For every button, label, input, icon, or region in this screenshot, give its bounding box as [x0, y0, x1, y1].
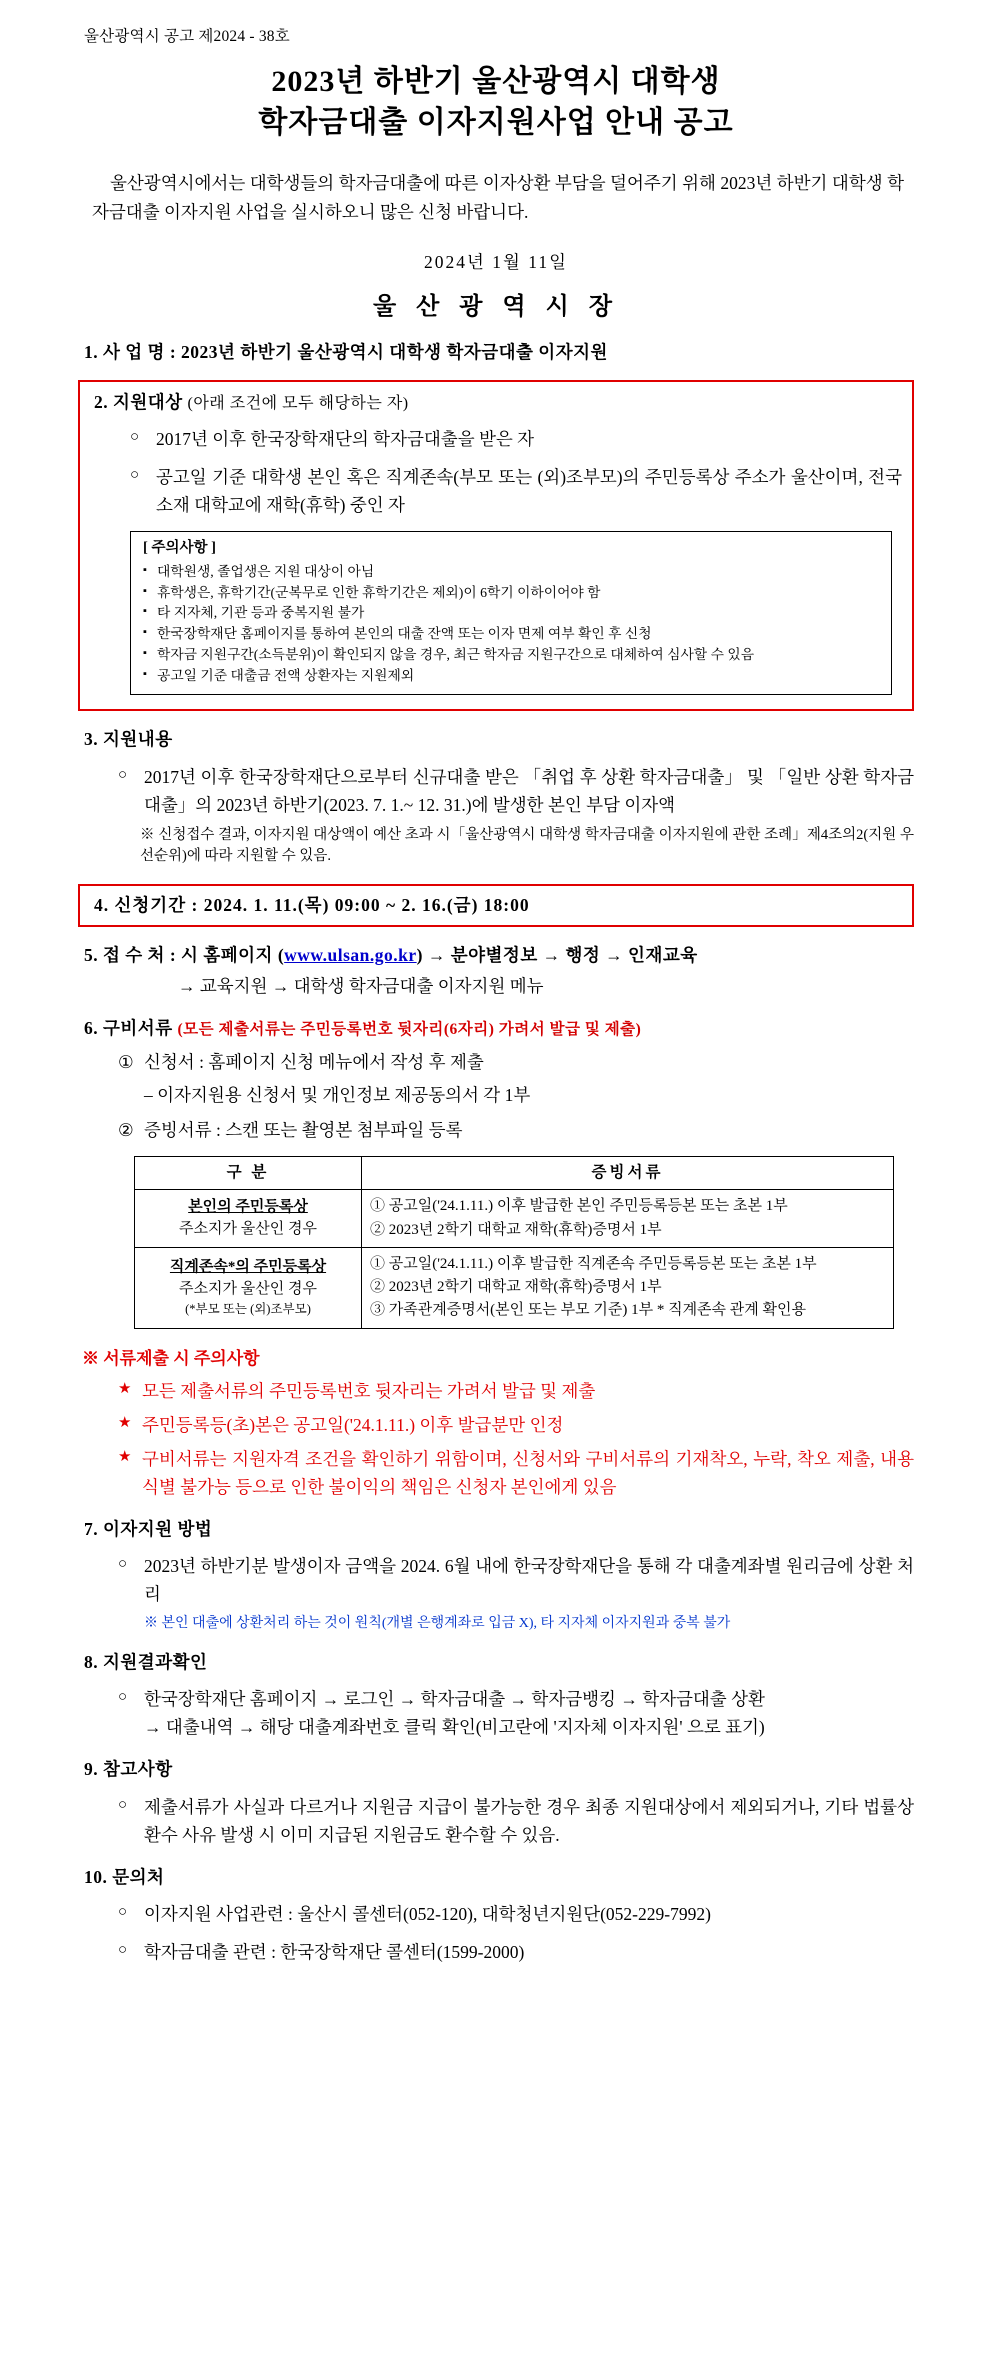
section-5-heading-post: ) → 분야별정보 → 행정 → 인재교육 — [416, 945, 698, 966]
eligibility-item-2: ○ 공고일 기준 대학생 본인 혹은 직계존속(부모 또는 (외)조부모)의 주민등록상 주소가 울산이며, 전국 소재 대학교에 재학(휴학) 중인 자 — [130, 463, 902, 519]
support-content-item: ○ 2017년 이후 한국장학재단으로부터 신규대출 받은 「취업 후 상환 학자금대출」 및 「일반 상환 학자금대출」의 2023년 하반기(2023. 7. 1.~ 12. 31.)에 발생한 본인 부담 이자액 — [118, 763, 914, 819]
caution-list — [143, 562, 881, 686]
table-cell-documents-2 — [362, 1247, 894, 1328]
required-documents-table — [134, 1156, 894, 1329]
contact-item: ○ 학자금대출 관련 : 한국장학재단 콜센터(1599-2000) — [118, 1938, 914, 1966]
section-9 — [78, 1757, 914, 1848]
section-4-heading: 4. 신청기간 : 2024. 1. 11.(목) 09:00 ~ 2. 16.(금) 18:00 — [94, 895, 530, 916]
required-doc-item-1-sub: – 이자지원용 신청서 및 개인정보 제공동의서 각 1부 — [144, 1084, 531, 1105]
section-4-period-box — [78, 884, 914, 927]
caution-box — [130, 531, 892, 695]
section-6-heading-note: (모든 제출서류는 주민등록번호 뒷자리(6자리) 가려서 발급 및 제출) — [177, 1020, 642, 1038]
division-1-line-2: 주소지가 울산인 경우 — [179, 1220, 317, 1237]
section-5-path-line-2: → 교육지원 → 대학생 학자금대출 이자지원 메뉴 — [178, 975, 544, 996]
section-3-heading: 3. 지원내용 — [84, 729, 173, 750]
title-line-1: 2023년 하반기 울산광역시 대학생 — [271, 65, 721, 99]
section-10-heading: 10. 문의처 — [84, 1866, 165, 1887]
section-6-heading-main: 6. 구비서류 — [84, 1017, 173, 1038]
contact-item: ○ 이자지원 사업관련 : 울산시 콜센터(052-120), 대학청년지원단(052-229-7992) — [118, 1900, 914, 1928]
submission-caution-heading: ※ 서류제출 시 주의사항 — [82, 1348, 260, 1368]
submission-caution-item: ★ 주민등록등(초)본은 공고일('24.1.11.) 이후 발급분만 인정 — [118, 1412, 914, 1439]
caution-item: ▪ 한국장학재단 홈페이지를 통하여 본인의 대출 잔액 또는 이자 면제 여부 확인 후 신청 — [143, 624, 881, 645]
table-row — [135, 1190, 894, 1248]
section-8-item-line-2: → 대출내역 → 해당 대출계좌번호 클릭 확인(비고란에 '지자체 이자지원' 으로 표기) — [144, 1717, 765, 1738]
required-doc-item-2 — [118, 1117, 914, 1144]
section-5-heading — [84, 943, 914, 968]
section-6 — [78, 1016, 914, 1329]
document-number: 울산광역시 공고 제2024 - 38호 — [84, 28, 290, 45]
submission-caution-item: ★ 구비서류는 지원자격 조건을 확인하기 위함이며, 신청서와 구비서류의 기재착오, 누락, 착오 제출, 내용식별 불가능 등으로 인한 불이익의 책임은 신청자 본인에게 있음 — [118, 1446, 914, 1500]
document-line: ① 공고일('24.1.11.) 이후 발급한 직계존속 주민등록등본 또는 초본 1부 — [370, 1255, 817, 1272]
division-2-line-2: 주소지가 울산인 경우 — [179, 1280, 317, 1297]
table-header-division: 구 분 — [135, 1156, 362, 1189]
required-doc-item-1 — [118, 1049, 914, 1076]
division-1-line-1: 본인의 주민등록상 — [188, 1198, 308, 1215]
support-content-note: ※ 신청접수 결과, 이자지원 대상액이 예산 초과 시「울산광역시 대학생 학자금대출 이자지원에 관한 조례」제4조의2(지원 우선순위)에 따라 지원할 수 있음. — [140, 826, 914, 865]
issuer-name: 울 산 광 역 시 장 — [372, 293, 620, 320]
section-submission-caution — [78, 1347, 914, 1501]
section-5 — [78, 943, 914, 1000]
ulsan-homepage-link[interactable]: www.ulsan.go.kr — [284, 945, 417, 966]
section-2-heading — [94, 390, 902, 415]
caution-item: ▪ 타 지자체, 기관 등과 중복지원 불가 — [143, 603, 881, 624]
division-2-line-1: 직계존속*의 주민등록상 — [169, 1258, 327, 1275]
section-7-heading: 7. 이자지원 방법 — [84, 1518, 213, 1539]
eligibility-item-1: ○ 2017년 이후 한국장학재단의 학자금대출을 받은 자 — [130, 425, 902, 453]
table-cell-division-2 — [135, 1247, 362, 1328]
table-cell-division-1 — [135, 1190, 362, 1248]
caution-item: ▪ 대학원생, 졸업생은 지원 대상이 아님 — [143, 562, 881, 583]
caution-item: ▪ 휴학생은, 휴학기간(군복무로 인한 휴학기간은 제외)이 6학기 이하이어야 함 — [143, 583, 881, 604]
section-3 — [78, 727, 914, 868]
section-9-heading: 9. 참고사항 — [84, 1759, 173, 1780]
document-line: ① 공고일('24.1.11.) 이후 발급한 본인 주민등록등본 또는 초본 1부 — [370, 1198, 788, 1215]
section-1-heading: 1. 사 업 명 : 2023년 하반기 울산광역시 대학생 학자금대출 이자지원 — [84, 342, 608, 363]
section-7-note: ※ 본인 대출에 상환처리 하는 것이 원칙(개별 은행계좌로 입금 X), 타 지자체 이자지원과 중복 불가 — [144, 1616, 731, 1632]
required-doc-item-2-number: ② — [118, 1119, 134, 1140]
section-8 — [78, 1650, 914, 1741]
caution-box-title: [ 주의사항 ] — [143, 540, 216, 557]
document-line: ② 2023년 2학기 대학교 재학(휴학)증명서 1부 — [370, 1279, 662, 1296]
section-2-heading-sub: (아래 조건에 모두 해당하는 자) — [187, 394, 409, 412]
required-doc-item-2-text: 증빙서류 : 스캔 또는 촬영본 첨부파일 등록 — [144, 1119, 463, 1140]
table-row — [135, 1247, 894, 1328]
table-header-row — [135, 1156, 894, 1189]
section-8-heading: 8. 지원결과확인 — [84, 1652, 208, 1673]
section-8-item-line-1: ○ 한국장학재단 홈페이지 → 로그인 → 학자금대출 → 학자금뱅킹 → 학자금대출 상환 — [118, 1685, 914, 1713]
required-doc-item-1-text: 신청서 : 홈페이지 신청 메뉴에서 작성 후 제출 — [144, 1052, 484, 1073]
section-6-heading — [84, 1016, 914, 1041]
page-title — [78, 62, 914, 143]
section-7-item: ○ 2023년 하반기분 발생이자 금액을 2024. 6월 내에 한국장학재단을 통해 각 대출계좌별 원리금에 상환 처리 — [118, 1552, 914, 1608]
section-2-heading-main: 2. 지원대상 — [94, 391, 183, 412]
table-header-documents: 증빙서류 — [362, 1156, 894, 1189]
title-line-2: 학자금대출 이자지원사업 안내 공고 — [258, 105, 734, 139]
section-2-eligibility-box — [78, 380, 914, 712]
section-9-item: ○ 제출서류가 사실과 다르거나 지원금 지급이 불가능한 경우 최종 지원대상에서 제외되거나, 기타 법률상 환수 사유 발생 시 이미 지급된 지원금도 환수할 수 있음. — [118, 1793, 914, 1849]
document-line: ③ 가족관계증명서(본인 또는 부모 기준) 1부 * 직계존속 관계 확인용 — [370, 1302, 806, 1319]
caution-item: ▪ 학자금 지원구간(소득분위)이 확인되지 않을 경우, 최근 학자금 지원구간으로 대체하여 심사할 수 있음 — [143, 645, 881, 666]
division-2-note: (*부모 또는 (외)조부모) — [185, 1302, 311, 1317]
section-10 — [78, 1865, 914, 1966]
caution-item: ▪ 공고일 기준 대출금 전액 상환자는 지원제외 — [143, 666, 881, 687]
issue-date: 2024년 1월 11일 — [423, 252, 569, 273]
table-cell-documents-1 — [362, 1190, 894, 1248]
section-5-heading-pre: 5. 접 수 처 : 시 홈페이지 ( — [84, 945, 285, 966]
document-line: ② 2023년 2학기 대학교 재학(휴학)증명서 1부 — [370, 1221, 662, 1238]
intro-paragraph: 울산광역시에서는 대학생들의 학자금대출에 따른 이자상환 부담을 덜어주기 위해 2023년 하반기 대학생 학자금대출 이자지원 사업을 실시하오니 많은 신청 바랍니다. — [92, 173, 904, 222]
section-1 — [78, 340, 914, 365]
submission-caution-item: ★ 모든 제출서류의 주민등록번호 뒷자리는 가려서 발급 및 제출 — [118, 1378, 914, 1405]
section-7 — [78, 1517, 914, 1634]
required-doc-item-1-number: ① — [118, 1052, 134, 1073]
